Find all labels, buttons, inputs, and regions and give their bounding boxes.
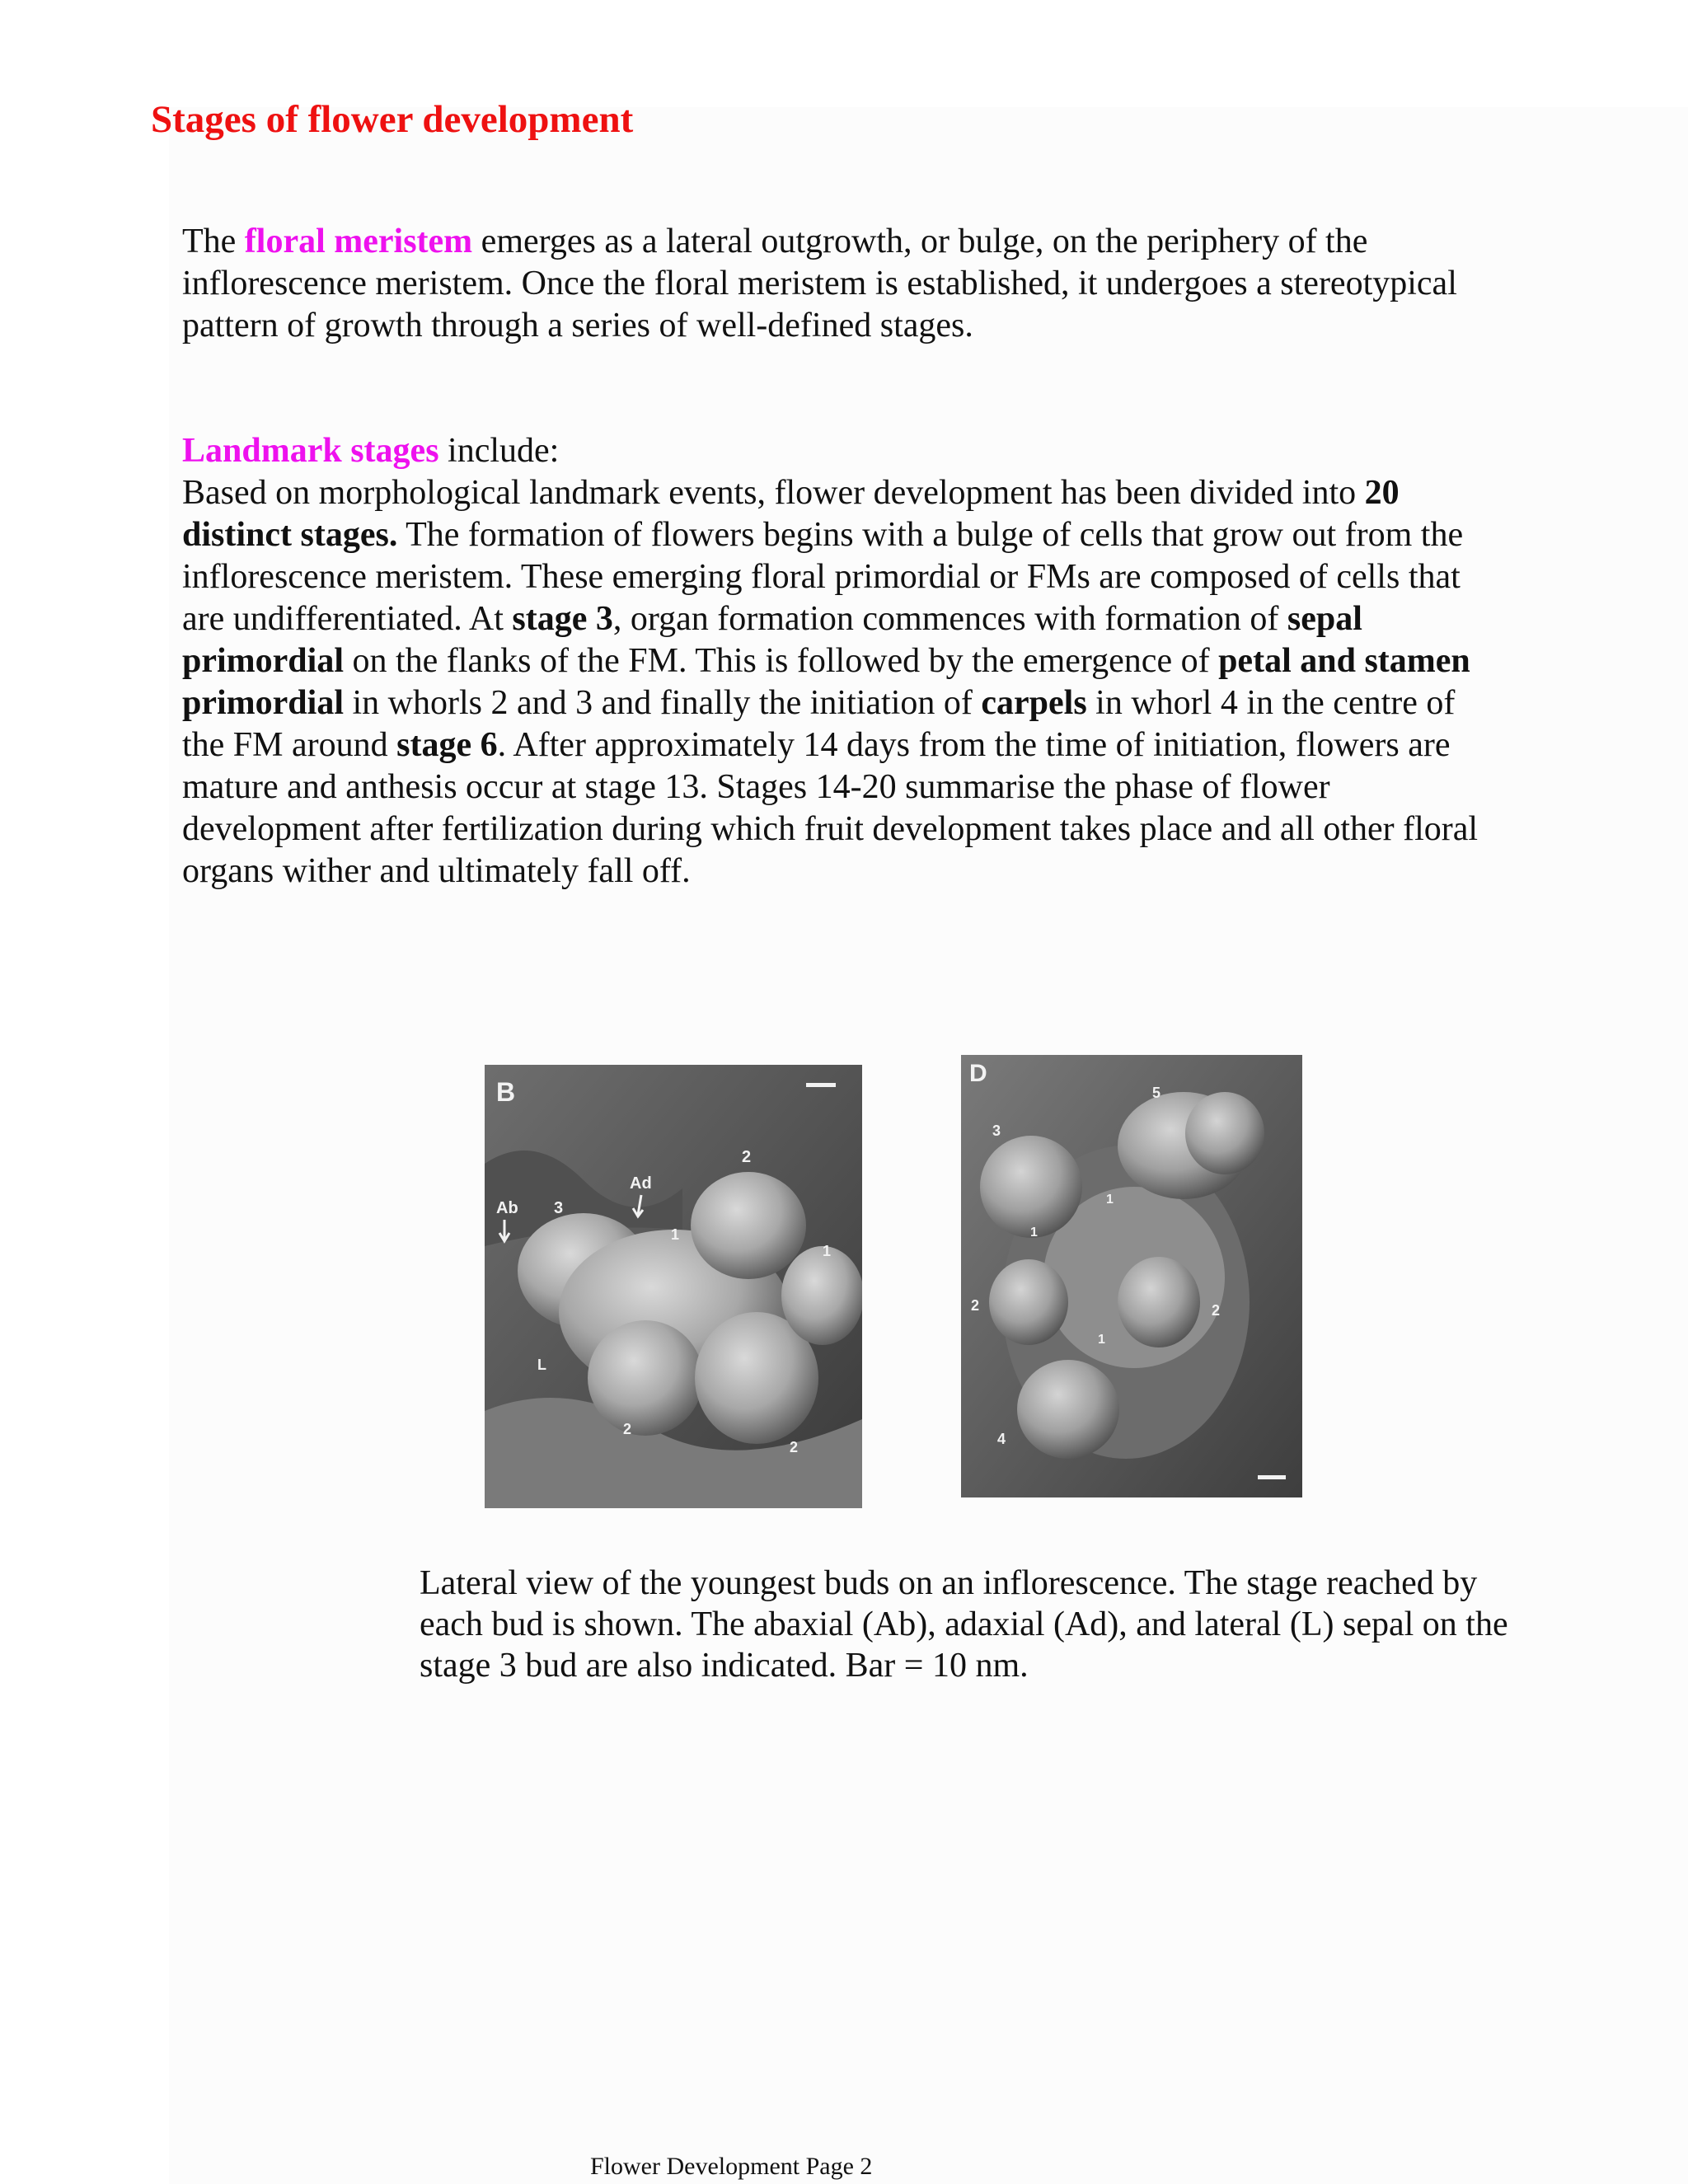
landmark-text-7: . After approximately 14 days from the time of initiation, flowers are mature and anthesis occur at stage 13. Stages 14-20 summarise the phase of flower development after fertilization during which fruit development takes place and all other floral organs wither and ultimately fall off. <box>182 726 1479 890</box>
landmark-text-5: in whorls 2 and 3 and finally the initiation of <box>344 684 982 722</box>
label-stage-1-left: 1 <box>671 1226 680 1243</box>
landmark-bold-3: sepal primordial <box>182 600 1362 680</box>
page-background <box>169 107 1688 2184</box>
label-ad: Ad <box>630 1174 652 1193</box>
label-stage-2-top: 2 <box>742 1148 752 1166</box>
label-stage-2-left: 2 <box>971 1297 980 1314</box>
landmark-text-6: in whorl 4 in the centre of the FM around <box>182 684 1456 764</box>
landmark-include-text: include: <box>438 432 560 470</box>
landmark-text-4: on the flanks of the FM. This is followed by the emergence of <box>344 642 1219 680</box>
label-stage-5: 5 <box>1152 1085 1161 1101</box>
landmark-paragraph <box>182 430 1484 893</box>
label-stage-1-b: 1 <box>1030 1226 1038 1240</box>
landmark-bold-2: stage 3 <box>512 600 613 638</box>
panel-label-d: D <box>969 1060 987 1087</box>
landmark-bold-4: petal and stamen primordial <box>182 642 1470 722</box>
landmark-bold-1: 20 distinct stages. <box>182 474 1400 554</box>
landmark-text-3: , organ formation commences with formation of <box>612 600 1287 638</box>
panel-label-b: B <box>496 1077 516 1107</box>
landmark-bold-5: carpels <box>981 684 1087 722</box>
landmark-text-2: The formation of flowers begins with a bulge of cells that grow out from the inflorescence meristem. These emerging floral primordial or FMs are composed of cells that are undifferentiated. At <box>182 516 1464 638</box>
label-stage-2-bottom-right: 2 <box>790 1439 799 1455</box>
label-stage-4: 4 <box>997 1431 1006 1447</box>
label-l: L <box>537 1357 546 1373</box>
label-stage-3: 3 <box>992 1122 1001 1139</box>
intro-text-1: The <box>182 223 245 260</box>
sem-micrograph-d <box>961 1055 1302 1497</box>
figure-caption: Lateral view of the youngest buds on an inflorescence. The stage reached by each bud is shown. The abaxial (Ab), adaxial (Ad), and lateral (L) sepal on the stage 3 bud are also indicated. Bar = 10 nm. <box>420 1564 1508 1685</box>
page-footer: Flower Development Page 2 <box>590 2153 873 2180</box>
floral-meristem-term: floral meristem <box>244 223 473 260</box>
intro-paragraph <box>182 221 1484 347</box>
label-3: 3 <box>554 1199 564 1217</box>
page-title: Stages of flower development <box>151 98 634 141</box>
label-stage-2-bottom-left: 2 <box>623 1421 632 1437</box>
sem-micrograph-b <box>485 1065 862 1508</box>
label-stage-1-c: 1 <box>1098 1333 1105 1347</box>
label-stage-1-right: 1 <box>823 1243 832 1259</box>
label-stage-2-right: 2 <box>1212 1302 1221 1319</box>
landmark-text-1: Based on morphological landmark events, flower development has been divided into <box>182 474 1365 512</box>
label-ab: Ab <box>496 1199 518 1217</box>
landmark-bold-6: stage 6 <box>396 726 498 764</box>
landmark-stages-term: Landmark stages <box>182 432 439 470</box>
intro-text-2: emerges as a lateral outgrowth, or bulge, on the periphery of the inflorescence meristem. Once the floral meristem is established, it undergoes a stereotypical pattern of growth through a series of well-defined stages. <box>182 223 1457 344</box>
label-stage-1-a: 1 <box>1106 1193 1114 1207</box>
